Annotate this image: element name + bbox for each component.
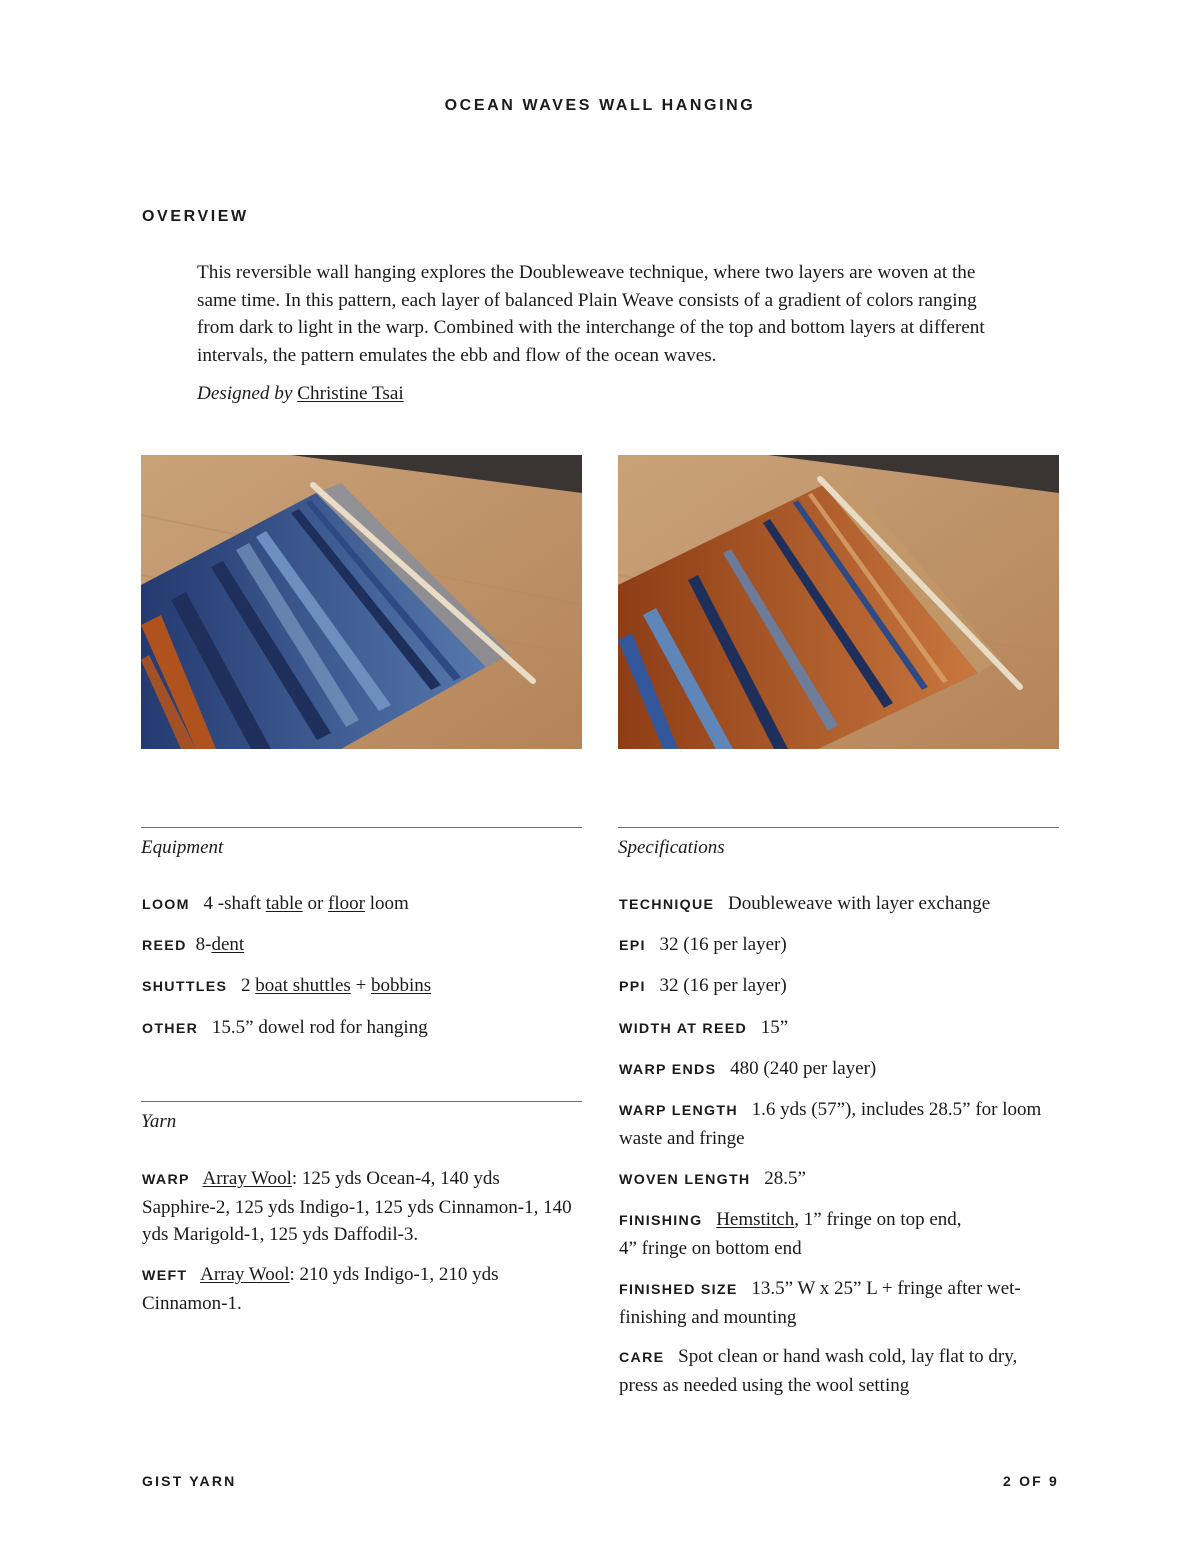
yarn-weft: WEFT Array Wool: 210 yds Indigo-1, 210 yds Cinnamon-1. <box>142 1264 499 1314</box>
warp-array-wool-link[interactable]: Array Wool <box>202 1168 292 1189</box>
spec-finishing: FINISHING Hemstitch, 1” fringe on top end, 4” fringe on bottom end <box>619 1209 962 1259</box>
reed-label: REED <box>142 938 187 954</box>
photo-rust-side <box>618 455 1059 749</box>
spec-ppi: PPI 32 (16 per layer) <box>619 975 787 996</box>
overview-paragraph: This reversible wall hanging explores the Doubleweave technique, where two layers are woven at the same time. In this pattern, each layer of balanced Plain Weave consists of a gradient of colors ranging from dark to light in the warp. Combined with the interchange of the top and bottom layers at different intervals, the pattern emulates the ebb and flow of the ocean waves. <box>197 262 985 366</box>
photo-rust-illustration <box>618 455 1059 749</box>
spec-care: CARE Spot clean or hand wash cold, lay flat to dry, press as needed using the wool setting <box>619 1346 1018 1396</box>
loom-label: LOOM <box>142 897 190 913</box>
document-title: OCEAN WAVES WALL HANGING <box>444 97 756 114</box>
overview-heading: OVERVIEW <box>142 208 249 225</box>
table-loom-link[interactable]: table <box>265 893 303 914</box>
yarn-divider <box>141 1101 582 1102</box>
yarn-warp: WARP Array Wool: 125 yds Ocean-4, 140 yds Sapphire-2, 125 yds Indigo-1, 125 yds Cinnamon-1, 140 yds Marigold-1, 125 yds Daffodil-3. <box>142 1168 572 1245</box>
weft-label: WEFT <box>142 1268 188 1284</box>
spec-warp-ends: WARP ENDS 480 (240 per layer) <box>619 1058 877 1079</box>
photo-blue-side <box>141 455 582 749</box>
equipment-other: OTHER 15.5” dowel rod for hanging <box>142 1017 428 1038</box>
other-label: OTHER <box>142 1021 199 1037</box>
spec-warp-length: WARP LENGTH 1.6 yds (57”), includes 28.5” for loom waste and fringe <box>619 1099 1042 1149</box>
equipment-divider <box>141 827 582 828</box>
floor-loom-link[interactable]: floor <box>328 893 365 914</box>
spec-technique: TECHNIQUE Doubleweave with layer exchange <box>619 893 991 914</box>
weft-array-wool-link[interactable]: Array Wool <box>200 1264 290 1285</box>
dent-link[interactable]: dent <box>211 934 245 955</box>
yarn-title: Yarn <box>141 1111 177 1132</box>
spec-epi: EPI 32 (16 per layer) <box>619 934 787 955</box>
designer-credit <box>197 383 404 405</box>
boat-shuttles-link[interactable]: boat shuttles <box>255 975 351 996</box>
footer-brand: GIST YARN <box>142 1473 237 1489</box>
spec-finished-size: FINISHED SIZE 13.5” W x 25” L + fringe after wet-finishing and mounting <box>619 1278 1021 1328</box>
hemstitch-link[interactable]: Hemstitch <box>716 1209 795 1230</box>
equipment-shuttles: SHUTTLES 2 boat shuttles + bobbins <box>142 975 432 996</box>
shuttles-label: SHUTTLES <box>142 979 228 995</box>
warp-label: WARP <box>142 1172 190 1188</box>
designer-link[interactable]: Christine Tsai <box>297 383 404 404</box>
footer-page-number: 2 OF 9 <box>1003 1473 1059 1489</box>
photo-blue-illustration <box>141 455 582 749</box>
spec-woven-length: WOVEN LENGTH 28.5” <box>619 1168 806 1189</box>
bobbins-link[interactable]: bobbins <box>371 975 432 996</box>
specifications-divider <box>618 827 1059 828</box>
designed-by-label: Designed by <box>197 383 293 404</box>
equipment-title: Equipment <box>141 837 224 858</box>
equipment-loom: LOOM 4 -shaft table or floor loom <box>142 893 409 914</box>
spec-width-at-reed: WIDTH AT REED 15” <box>619 1017 789 1038</box>
equipment-reed: REED 8-dent <box>142 934 245 955</box>
specifications-title: Specifications <box>618 837 725 858</box>
